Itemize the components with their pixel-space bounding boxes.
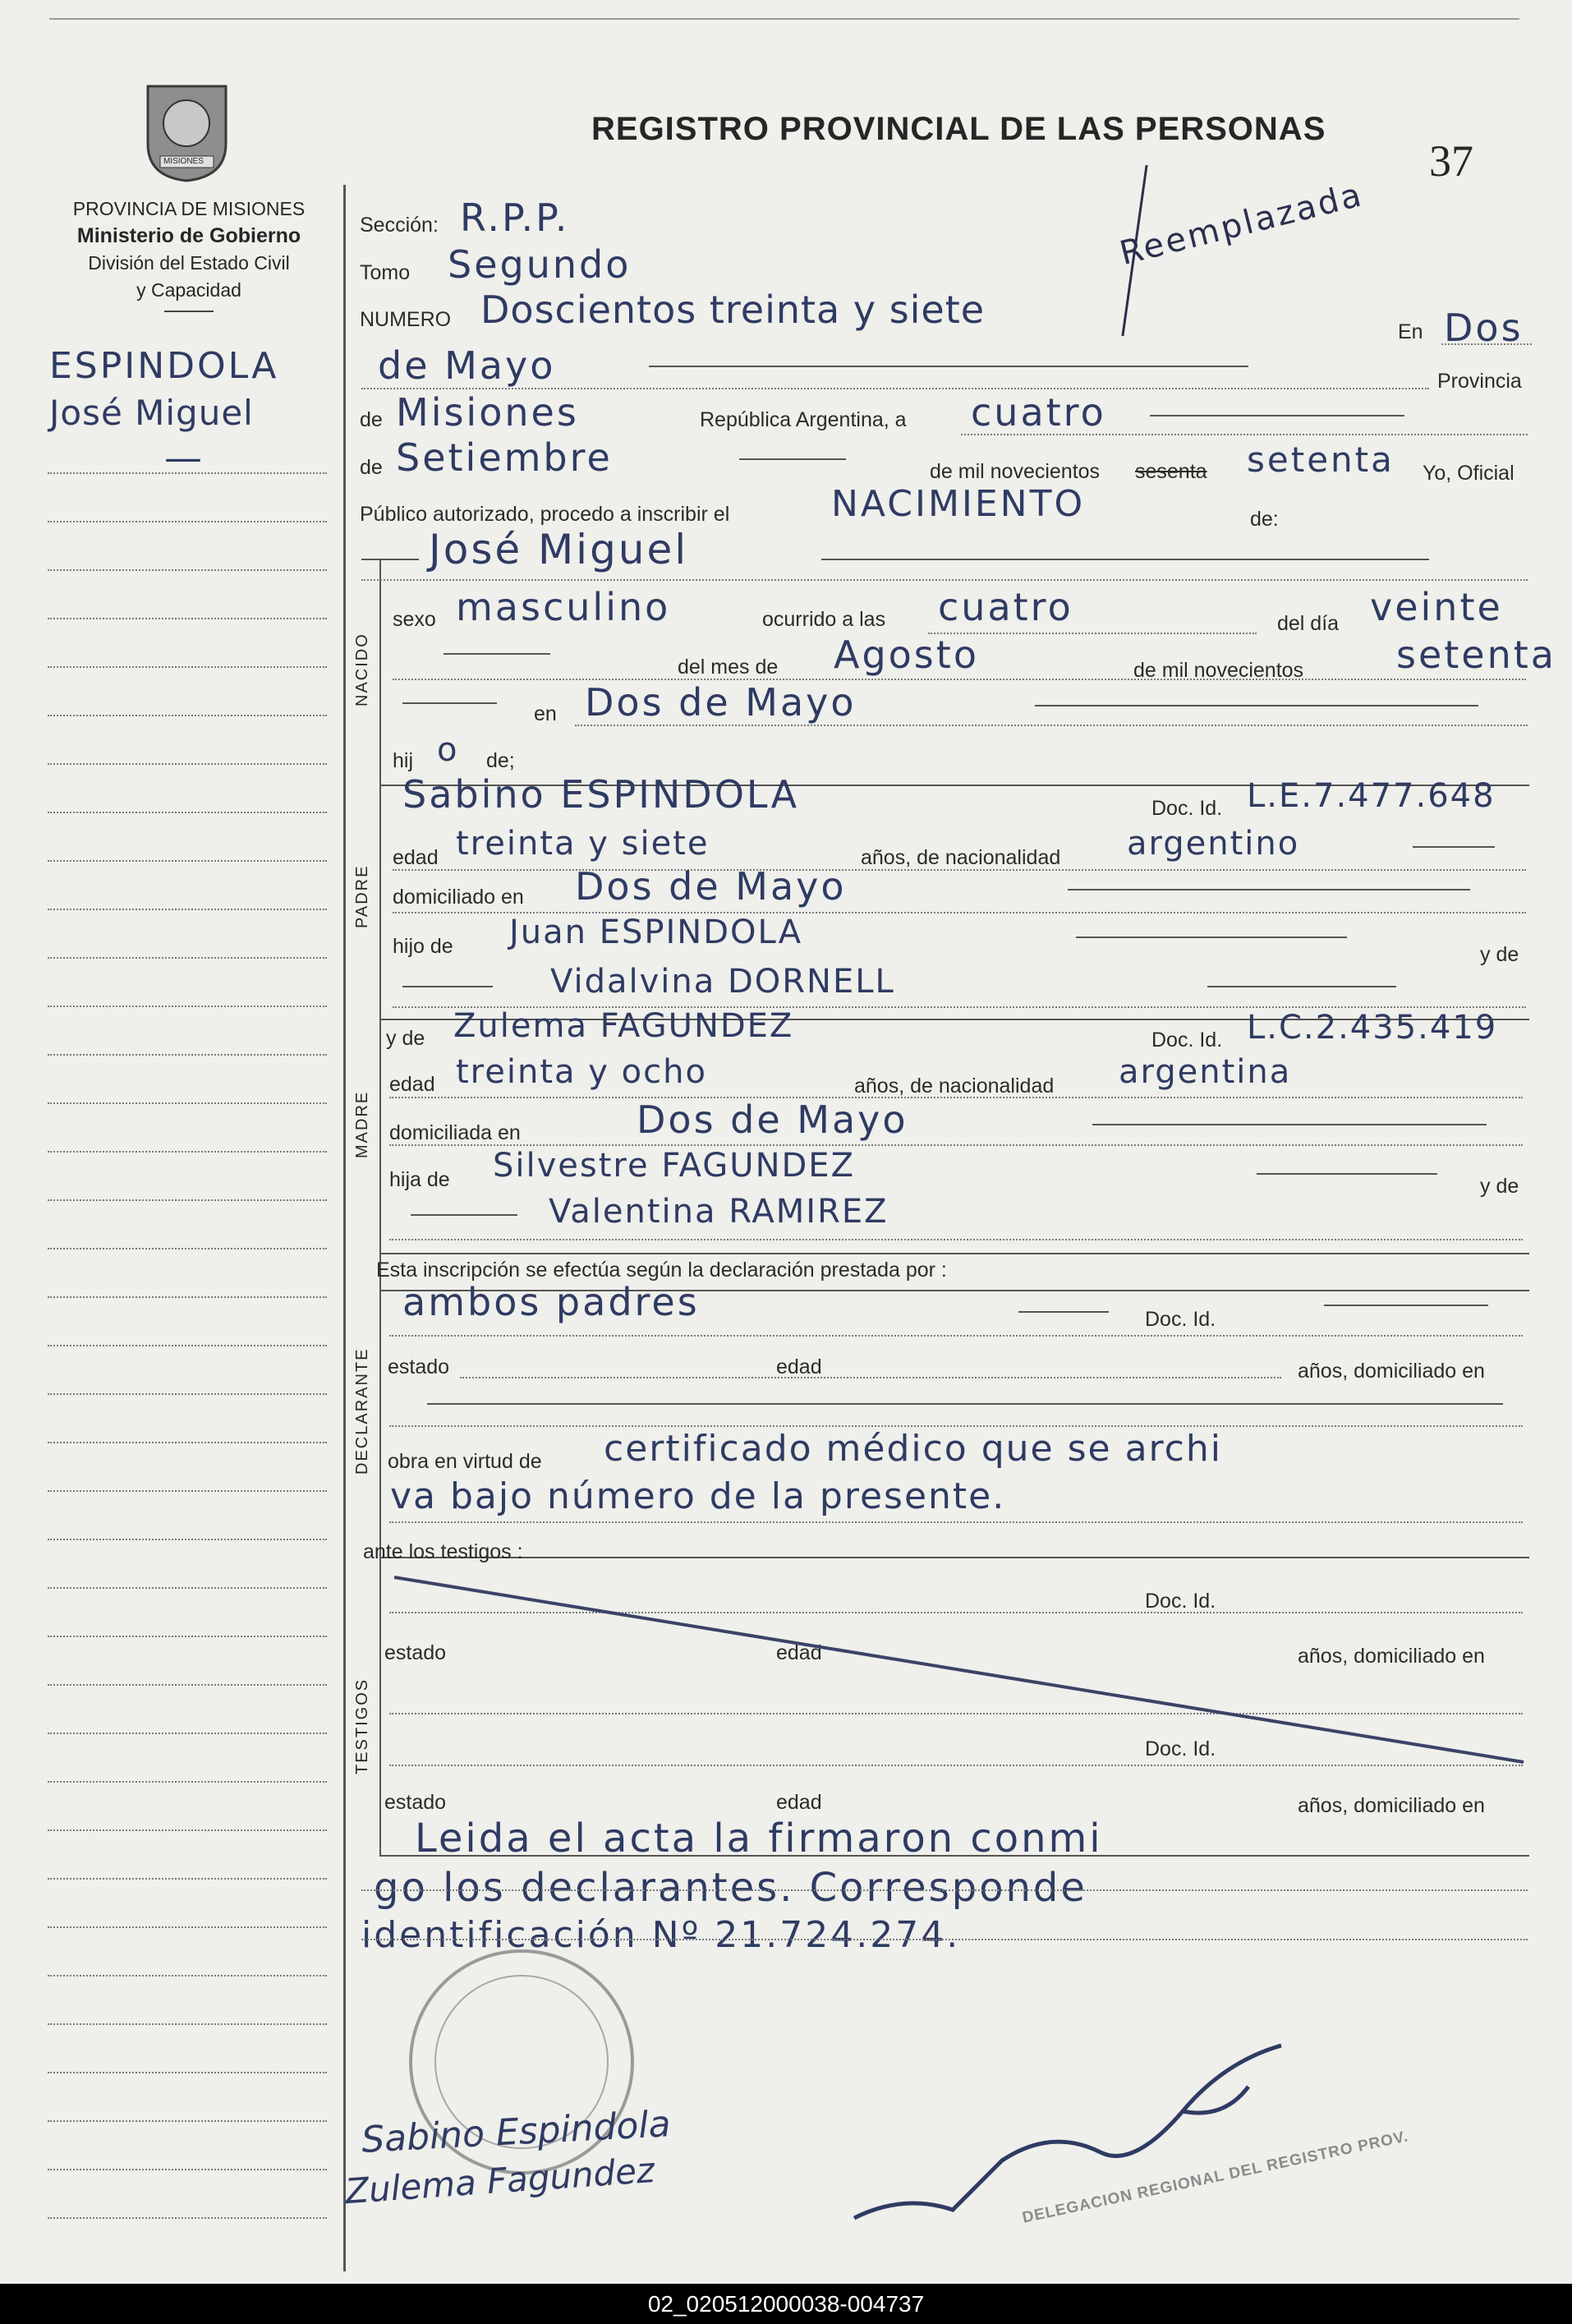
divider-testigos (379, 1557, 1529, 1558)
label-de-2: de (360, 456, 383, 479)
official-stamp: DELEGACION REGIONAL DEL REGISTRO PROV. (1020, 2128, 1410, 2227)
label-de-1: de (360, 408, 383, 431)
entry-father-domicile: Dos de Mayo (575, 864, 847, 909)
entry-mother-name: Zulema FAGUNDEZ (453, 1007, 794, 1045)
section-border (379, 559, 381, 1857)
margin-rule (48, 1733, 327, 1734)
label-hij: hij (393, 749, 414, 772)
signature-mother: Zulema Fagundez (343, 2149, 656, 2212)
margin-rule (48, 1878, 327, 1880)
entry-child-name: José Miguel (429, 526, 689, 573)
margin-rule (48, 1636, 327, 1637)
signature-father: Sabino Espindola (360, 2103, 672, 2161)
label-declarante: DECLARANTE (353, 1347, 371, 1475)
margin-rule (48, 618, 327, 619)
margin-rule (48, 1248, 327, 1249)
ministry-name: Ministerio de Gobierno (76, 224, 301, 247)
entry-mother-domicile: Dos de Mayo (637, 1098, 908, 1142)
label-doc-witness1: Doc. Id. (1145, 1590, 1216, 1613)
entry-birth-month: Agosto (834, 633, 979, 677)
division-line1: División del Estado Civil (88, 252, 290, 274)
label-edad-witness1: edad (776, 1641, 822, 1664)
label-doc-father: Doc. Id. (1151, 797, 1223, 820)
label-madre: MADRE (353, 1090, 371, 1158)
entry-seccion: R.P.P. (460, 196, 570, 240)
margin-rule (48, 860, 327, 862)
label-nacido: NACIDO (353, 633, 371, 706)
divider-madre-inscripcion (379, 1253, 1529, 1254)
label-obra: obra en virtud de (388, 1450, 542, 1473)
margin-surname: ESPINDOLA (49, 345, 279, 387)
margin-rule (48, 2120, 327, 2122)
province-name: PROVINCIA DE MISIONES (72, 198, 306, 219)
margin-rule (48, 1587, 327, 1589)
label-de-semicolon: de; (486, 749, 515, 772)
margin-given-names: José Miguel (49, 393, 254, 433)
entry-mother-doc: L.C.2.435.419 (1247, 1009, 1498, 1047)
margin-rule (48, 1151, 327, 1153)
label-testigos: TESTIGOS (353, 1677, 371, 1774)
label-y-de-mother: y de (386, 1027, 425, 1050)
label-estado-declarant: estado (388, 1355, 450, 1378)
label-y-de-mother2: y de (1480, 1175, 1519, 1198)
margin-rule (48, 2072, 327, 2073)
margin-rule (48, 1442, 327, 1443)
entry-obra-line2: va bajo número de la presente. (390, 1475, 1006, 1517)
entry-hour: cuatro (938, 585, 1073, 629)
label-nac-father: años, de nacionalidad (861, 846, 1061, 869)
margin-rule (48, 812, 327, 813)
label-anos-dom-witness1: años, domiciliado en (1298, 1645, 1485, 1668)
margin-rule (48, 715, 327, 716)
margin-rule (48, 1296, 327, 1298)
margin-rule (48, 763, 327, 765)
margin-rule (48, 1975, 327, 1977)
label-en: En (1398, 320, 1423, 343)
margin-rule (48, 1684, 327, 1686)
label-inscripcion: Esta inscripción se efectúa según la declaración prestada por : (376, 1259, 947, 1282)
margin-rule (48, 2023, 327, 2025)
main-border (343, 185, 346, 2271)
entry-mother-mother: Valentina RAMIREZ (549, 1193, 889, 1231)
entry-sex: masculino (456, 585, 671, 629)
label-sexo: sexo (393, 608, 436, 631)
entry-month: Setiembre (396, 435, 613, 480)
page-number: 37 (1429, 136, 1473, 186)
label-doc-declarant: Doc. Id. (1145, 1308, 1216, 1331)
label-hijo-de: hijo de (393, 935, 453, 958)
issuer-heading (25, 196, 353, 312)
margin-rule (48, 2169, 327, 2170)
label-del-mes: del mes de (678, 656, 779, 679)
entry-father-age: treinta y siete (456, 825, 710, 863)
file-identifier: 02_020512000038-004737 (0, 2284, 1572, 2324)
label-nac-mother: años, de nacionalidad (854, 1075, 1055, 1098)
entry-birth-place: Dos de Mayo (585, 680, 857, 725)
margin-rule (48, 1781, 327, 1783)
province-seal (136, 78, 238, 185)
entry-mother-age: treinta y ocho (456, 1053, 707, 1091)
label-anos-dom-declarant: años, domiciliado en (1298, 1360, 1485, 1383)
entry-tomo: Segundo (448, 242, 632, 287)
entry-closing-line2: go los declarantes. Corresponde (374, 1865, 1087, 1911)
label-sesenta-struck: sesenta (1135, 460, 1207, 483)
registry-title: REGISTRO PROVINCIAL DE LAS PERSONAS (591, 111, 1326, 147)
label-edad-witness2: edad (776, 1791, 822, 1814)
margin-rule (48, 957, 327, 959)
margin-dash: — (164, 435, 205, 480)
entry-place-cont: de Mayo (378, 343, 556, 388)
entry-father-name: Sabino ESPINDOLA (402, 772, 800, 817)
margin-rule (48, 1345, 327, 1346)
entry-father-father: Juan ESPINDOLA (509, 913, 803, 951)
label-seccion: Sección: (360, 214, 439, 237)
label-tomo: Tomo (360, 261, 411, 284)
label-en-lower: en (534, 702, 557, 725)
label-ocurrido: ocurrido a las (762, 608, 886, 631)
entry-mother-father: Silvestre FAGUNDEZ (493, 1147, 855, 1185)
label-doc-mother: Doc. Id. (1151, 1029, 1223, 1052)
label-publico: Público autorizado, procedo a inscribir el (360, 503, 730, 526)
margin-rule (48, 666, 327, 668)
label-provincia: Provincia (1437, 370, 1522, 393)
label-de-colon: de: (1250, 508, 1279, 531)
entry-closing-line1: Leida el acta la firmaron conmi (415, 1815, 1103, 1862)
label-edad-declarant: edad (776, 1355, 822, 1378)
entry-birth-day: veinte (1370, 585, 1503, 629)
entry-mother-nationality: argentina (1119, 1053, 1292, 1091)
label-edad-mother: edad (389, 1073, 435, 1096)
label-estado-witness1: estado (384, 1641, 447, 1664)
entry-hij-suffix: o (437, 731, 459, 769)
seal-label: MISIONES (163, 157, 204, 166)
entry-act-type: NACIMIENTO (831, 483, 1086, 525)
margin-rule (48, 1829, 327, 1831)
margin-rule (48, 1054, 327, 1056)
label-domiciliado-father: domiciliado en (393, 886, 524, 909)
entry-obra-line1: certificado médico que se archi (604, 1428, 1222, 1470)
label-estado-witness2: estado (384, 1791, 447, 1814)
label-mil-novecientos: de mil novecientos (930, 460, 1101, 483)
margin-rule (48, 1393, 327, 1395)
annotation-reemplazada: Reemplazada (1115, 175, 1367, 274)
label-hija-de: hija de (389, 1168, 450, 1191)
label-republica: República Argentina, a (700, 408, 907, 431)
division-line2: y Capacidad (136, 279, 241, 301)
entry-birth-year: setenta (1396, 633, 1556, 677)
label-anos-dom-witness2: años, domiciliado en (1298, 1794, 1485, 1817)
entry-province: Misiones (396, 390, 579, 435)
margin-rule (48, 472, 327, 474)
margin-rule (48, 1926, 327, 1928)
entry-en-place: Dos (1444, 306, 1524, 350)
label-y-de-father: y de (1480, 943, 1519, 966)
margin-rule (48, 1490, 327, 1492)
label-numero: NUMERO (360, 308, 452, 331)
label-mil-novecientos-2: de mil novecientos (1133, 659, 1304, 682)
margin-rule (48, 2217, 327, 2219)
margin-rule (48, 521, 327, 522)
top-rule (49, 18, 1519, 20)
entry-year-word: setenta (1247, 439, 1395, 480)
entry-father-mother: Vidalvina DORNELL (550, 963, 895, 1001)
entry-closing-line3: identificación Nº 21.724.274. (361, 1914, 961, 1956)
margin-rule (48, 1539, 327, 1540)
label-doc-witness2: Doc. Id. (1145, 1737, 1216, 1760)
label-ante: ante los testigos : (363, 1540, 523, 1563)
margin-rule (48, 1199, 327, 1201)
label-domiciliada-mother: domiciliada en (389, 1121, 521, 1144)
label-padre: PADRE (353, 864, 371, 928)
label-yo-oficial: Yo, Oficial (1423, 462, 1515, 485)
entry-father-nationality: argentino (1127, 825, 1300, 863)
margin-rule (48, 1102, 327, 1104)
label-del-dia: del día (1277, 612, 1340, 635)
entry-day: cuatro (971, 390, 1106, 435)
margin-rule (48, 569, 327, 571)
witness-crossout (386, 1561, 1536, 1774)
label-edad-father: edad (393, 846, 439, 869)
margin-rule (48, 909, 327, 910)
margin-rule (48, 1006, 327, 1007)
entry-numero: Doscientos treinta y siete (480, 288, 986, 332)
entry-father-doc: L.E.7.477.648 (1247, 777, 1496, 815)
entry-declarant: ambos padres (402, 1280, 700, 1324)
